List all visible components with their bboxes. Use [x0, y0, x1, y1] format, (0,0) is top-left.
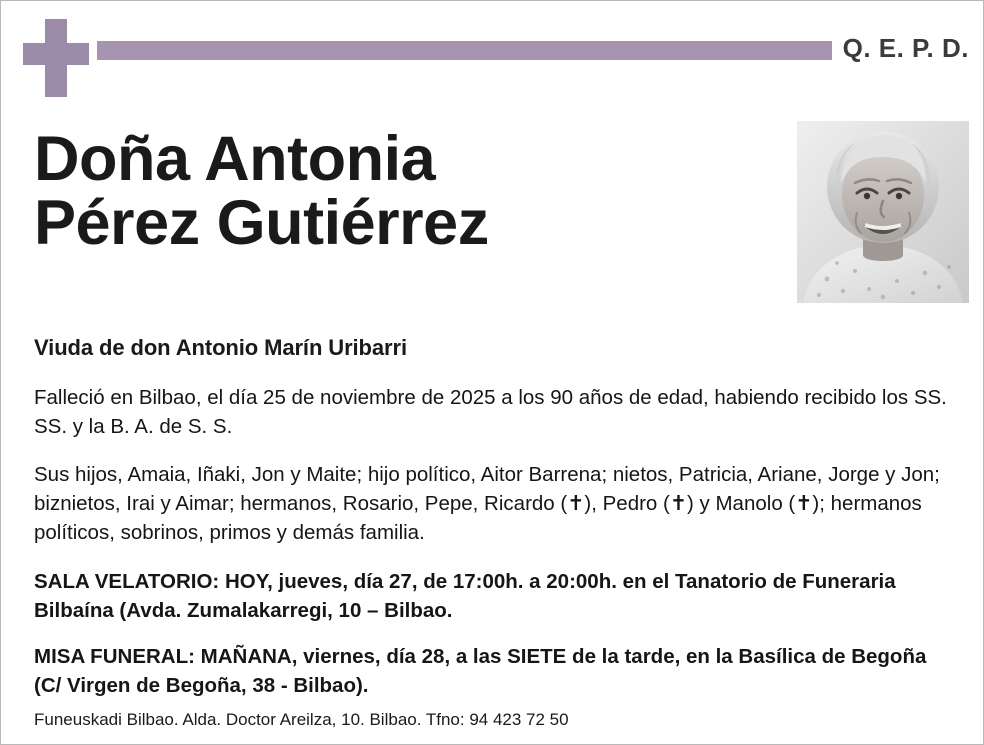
- relation-line: Viuda de don Antonio Marín Uribarri: [34, 335, 407, 360]
- portrait-image: [797, 121, 969, 303]
- wake-paragraph: SALA VELATORIO: HOY, jueves, día 27, de 17:00h. a 20:00h. en el Tanatorio de Funeraria Bilbaína (Avda. Zumalakarregi, 10 – Bilbao.: [34, 569, 896, 622]
- deceased-name: [34, 124, 794, 259]
- header-rule: [97, 41, 832, 60]
- cross-horizontal-bar: [23, 43, 89, 65]
- qepd-label: Q. E. P. D.: [842, 33, 969, 63]
- deceased-name-line-1: Doña Antonia: [34, 124, 436, 194]
- portrait-photo: [797, 121, 969, 303]
- funeral-paragraph: MISA FUNERAL: MAÑANA, viernes, día 28, a las SIETE de la tarde, en la Basílica de Begoña (C/ Virgen de Begoña, 38 - Bilbao).: [34, 644, 927, 697]
- obituary-header: [1, 1, 983, 105]
- cross-icon: [23, 19, 89, 97]
- family-paragraph: Sus hijos, Amaia, Iñaki, Jon y Maite; hijo político, Aitor Barrena; nietos, Patricia, Ariane, Jorge y Jon; biznietos, Irai y Aimar; hermanos, Rosario, Pepe, Ricardo (✝), Pedro (✝) y Manolo (✝); hermanos políticos, sobrinos, primos y demás familia.: [34, 463, 940, 545]
- deceased-name-line-2: Pérez Gutiérrez: [34, 188, 489, 259]
- death-notice-paragraph: Falleció en Bilbao, el día 25 de noviembre de 2025 a los 90 años de edad, habiendo recibido los SS. SS. y la B. A. de S. S.: [34, 386, 947, 439]
- obituary-body: [34, 335, 954, 717]
- funeral-agency-line: Funeuskadi Bilbao. Alda. Doctor Areilza, 10. Bilbao. Tfno: 94 423 72 50: [34, 710, 569, 729]
